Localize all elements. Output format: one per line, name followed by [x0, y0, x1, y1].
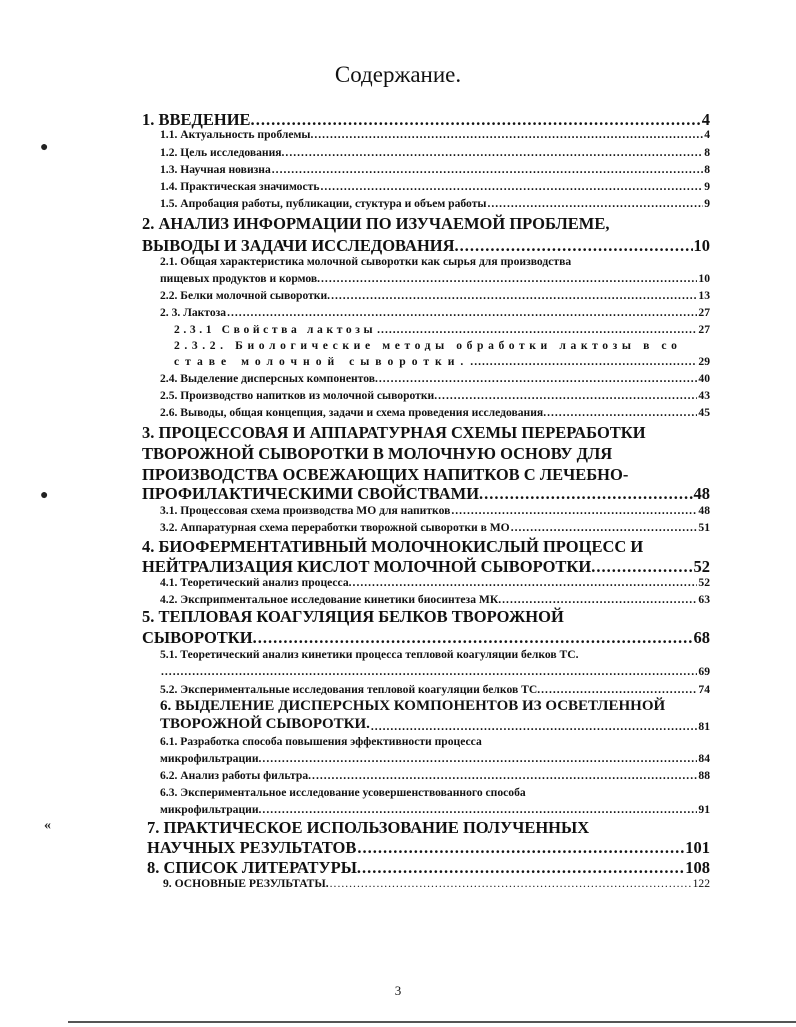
toc-entry-s9[interactable] — [163, 877, 710, 890]
toc-entry-page: 68 — [693, 628, 710, 647]
toc-entry-label: 1.3. Научная новизна — [160, 163, 271, 176]
toc-entry-page: 4 — [704, 128, 710, 141]
toc-entry-label: 1. ВВЕДЕНИЕ. — [142, 110, 255, 129]
dot-leader — [377, 323, 697, 336]
toc-entry-s1-5[interactable] — [160, 197, 710, 210]
dot-leader — [470, 355, 697, 368]
toc-entry-page: 13 — [698, 289, 710, 302]
toc-entry-page: 52 — [698, 576, 710, 589]
toc-entry-s6-1[interactable] — [160, 752, 710, 765]
toc-entry-s2-5[interactable] — [160, 389, 710, 402]
dot-leader — [256, 110, 701, 130]
toc-entry-page: 10 — [698, 272, 710, 285]
toc-heading-line: ПРОИЗВОДСТВА ОСВЕЖАЮЩИХ НАПИТКОВ С ЛЕЧЕБНО- — [142, 465, 629, 484]
toc-entry-label: 2.6. Выводы, общая концепция, задачи и схема проведения исследования. — [160, 406, 547, 419]
toc-entry-label: 2.2. Белки молочной сыворотки. — [160, 289, 331, 302]
toc-entry-s2-3[interactable] — [160, 306, 710, 319]
dot-leader — [484, 484, 692, 504]
toc-entry-page: 45 — [698, 406, 710, 419]
toc-entry-s3-2[interactable] — [160, 521, 710, 534]
toc-entry-line: 2.3.2. Биологические методы обработки лактозы в со — [174, 339, 682, 352]
dot-leader — [541, 683, 697, 696]
dot-leader — [460, 236, 693, 256]
toc-heading-line: 6. ВЫДЕЛЕНИЕ ДИСПЕРСНЫХ КОМПОНЕНТОВ ИЗ ОСВЕТЛЕННОЙ — [160, 698, 666, 714]
toc-entry-label: 2.5. Производство напитков из молочной сыворотки. — [160, 389, 438, 402]
toc-entry-s3-1[interactable] — [160, 504, 710, 517]
toc-entry-s6[interactable] — [160, 716, 710, 733]
toc-entry-page: 88 — [698, 769, 710, 782]
dot-leader — [487, 197, 703, 210]
toc-entry-label: 4.1. Теоретический анализ процесса. — [160, 576, 352, 589]
toc-entry-label: микрофильтрации. — [160, 752, 262, 765]
toc-entry-label: 1.4. Практическая значимость — [160, 180, 320, 193]
toc-entry-page: 81 — [698, 720, 710, 733]
toc-entry-s1-1[interactable] — [160, 128, 710, 141]
dot-leader — [227, 306, 697, 319]
toc-entry-label: ТВОРОЖНОЙ СЫВОРОТКИ. — [160, 716, 370, 732]
dot-leader — [596, 557, 692, 577]
dot-leader — [502, 593, 697, 606]
toc-entry-page: 48 — [693, 484, 710, 503]
dot-leader — [161, 665, 697, 678]
toc-entry-page: 63 — [698, 593, 710, 606]
dot-leader — [371, 720, 698, 733]
toc-entry-page: 29 — [698, 355, 710, 368]
toc-entry-page: 9 — [704, 197, 710, 210]
toc-entry-s4-1[interactable] — [160, 576, 710, 589]
toc-entry-s3[interactable] — [142, 484, 710, 504]
toc-entry-s7[interactable] — [147, 838, 710, 858]
margin-mark-3: « — [44, 818, 51, 833]
toc-entry-s1-4[interactable] — [160, 180, 710, 193]
toc-entry-label: ПРОФИЛАКТИЧЕСКИМИ СВОЙСТВАМИ. — [142, 484, 484, 503]
toc-entry-page: 69 — [698, 665, 710, 678]
toc-entry-s5[interactable] — [142, 628, 710, 648]
toc-entry-s5-1[interactable] — [160, 665, 710, 678]
toc-entry-line: 5.1. Теоретический анализ кинетики процесса тепловой коагуляции белков ТС. — [160, 648, 579, 661]
toc-entry-label: 2.3.1 Свойства лактозы — [174, 323, 377, 336]
toc-entry-label: 2.4. Выделение дисперсных компонентов. — [160, 372, 378, 385]
toc-entry-label: 1.1. Актуальность проблемы. — [160, 128, 314, 141]
dot-leader — [321, 272, 697, 285]
toc-entry-label: 3.1. Процессовая схема производства МО для напитков — [160, 504, 451, 517]
toc-entry-s4[interactable] — [142, 557, 710, 577]
dot-leader — [357, 838, 684, 858]
dot-leader — [379, 372, 698, 385]
toc-entry-label: НЕЙТРАЛИЗАЦИЯ КИСЛОТ МОЛОЧНОЙ СЫВОРОТКИ. — [142, 557, 596, 576]
dot-leader — [438, 389, 697, 402]
toc-entry-s6-3[interactable] — [160, 803, 710, 816]
toc-entry-page: 40 — [698, 372, 710, 385]
toc-entry-label: 2. 3. Лактоза — [160, 306, 227, 319]
toc-entry-s2[interactable] — [142, 236, 710, 256]
toc-entry-page: 108 — [685, 858, 710, 877]
toc-entry-page: 52 — [693, 557, 710, 576]
dot-leader — [331, 289, 697, 302]
toc-entry-page: 8 — [704, 163, 710, 176]
dot-leader — [258, 628, 693, 648]
toc-entry-page: 122 — [692, 877, 710, 890]
toc-entry-s2-4[interactable] — [160, 372, 710, 385]
toc-entry-page: 10 — [693, 236, 710, 255]
toc-entry-label: 3.2. Аппаратурная схема переработки творожной сыворотки в МО — [160, 521, 510, 534]
dot-leader — [330, 877, 692, 890]
toc-heading-line: ТВОРОЖНОЙ СЫВОРОТКИ В МОЛОЧНУЮ ОСНОВУ ДЛЯ — [142, 444, 613, 463]
dot-leader — [362, 858, 684, 878]
bottom-rule — [68, 1021, 796, 1023]
toc-entry-page: 4 — [701, 110, 710, 129]
toc-entry-page: 74 — [698, 683, 710, 696]
toc-entry-page: 101 — [685, 838, 710, 857]
toc-entry-page: 27 — [698, 323, 710, 336]
toc-entry-label: 1.5. Апробация работы, публикации, стуктура и объем работы — [160, 197, 487, 210]
margin-mark-2: ● — [40, 488, 49, 503]
toc-entry-page: 48 — [698, 504, 710, 517]
toc-entry-label: 5.2. Экспериментальные исследования тепловой коагуляции белков ТС. — [160, 683, 541, 696]
toc-entry-page: 8 — [704, 146, 710, 159]
dot-leader — [353, 576, 698, 589]
page-number: 3 — [394, 983, 402, 998]
toc-heading-line: 7. ПРАКТИЧЕСКОЕ ИСПОЛЬЗОВАНИЕ ПОЛУЧЕННЫХ — [147, 818, 590, 837]
toc-entry-s1-2[interactable] — [160, 146, 710, 159]
toc-heading-line: 3. ПРОЦЕССОВАЯ И АППАРАТУРНАЯ СХЕМЫ ПЕРЕРАБОТКИ — [142, 423, 646, 442]
toc-heading-line: 5. ТЕПЛОВАЯ КОАГУЛЯЦИЯ БЕЛКОВ ТВОРОЖНОЙ — [142, 607, 564, 626]
toc-entry-page: 27 — [698, 306, 710, 319]
toc-entry-label: СЫВОРОТКИ. — [142, 628, 257, 647]
toc-entry-label: 8. СПИСОК ЛИТЕРАТУРЫ. — [147, 858, 362, 877]
margin-mark-1: ● — [40, 140, 49, 155]
toc-heading-line: 4. БИОФЕРМЕНТАТИВНЫЙ МОЛОЧНОКИСЛЫЙ ПРОЦЕСС И — [142, 537, 644, 556]
toc-entry-line: 6.3. Экспериментальное исследование усовершенствованного способа — [160, 786, 526, 799]
toc-entry-label: НАУЧНЫХ РЕЗУЛЬТАТОВ — [147, 838, 357, 857]
toc-entry-line: 2.1. Общая характеристика молочной сыворотки как сырья для производства — [160, 255, 572, 268]
toc-entry-s2-3-2[interactable] — [174, 355, 710, 368]
toc-entry-s2-2[interactable] — [160, 289, 710, 302]
toc-entry-s5-2[interactable] — [160, 683, 710, 696]
toc-entry-page: 51 — [698, 521, 710, 534]
dot-leader — [285, 146, 703, 159]
toc-entry-label: 4.2. Эксприпментальное исследование кинетики биосинтеза МК. — [160, 593, 502, 606]
toc-entry-s2-3-1[interactable] — [174, 323, 710, 336]
toc-entry-page: 84 — [698, 752, 710, 765]
toc-entry-label: ВЫВОДЫ И ЗАДАЧИ ИССЛЕДОВАНИЯ. — [142, 236, 459, 255]
dot-leader — [511, 521, 698, 534]
toc-entry-s6-2[interactable] — [160, 769, 710, 782]
toc-entry-page: 91 — [698, 803, 710, 816]
toc-entry-page: 9 — [704, 180, 710, 193]
dot-leader — [314, 128, 703, 141]
toc-entry-line: 6.1. Разработка способа повышения эффективности процесса — [160, 735, 482, 748]
dot-leader — [262, 803, 697, 816]
toc-entry-label: 9. ОСНОВНЫЕ РЕЗУЛЬТАТЫ. — [163, 877, 329, 890]
page-title: Содержание. — [334, 62, 462, 87]
toc-entry-s1[interactable] — [142, 110, 710, 130]
toc-entry-s8[interactable] — [147, 858, 710, 878]
toc-entry-s2-6[interactable] — [160, 406, 710, 419]
toc-entry-s2-1[interactable] — [160, 272, 710, 285]
toc-entry-s1-3[interactable] — [160, 163, 710, 176]
toc-entry-label: ставе молочной сыворотки. — [174, 355, 470, 368]
dot-leader — [320, 180, 703, 193]
toc-entry-page: 43 — [698, 389, 710, 402]
toc-entry-label: микрофильтрации. — [160, 803, 262, 816]
toc-entry-label: пищевых продуктов и кормов. — [160, 272, 321, 285]
dot-leader — [262, 752, 697, 765]
toc-entry-label: 1.2. Цель исследования. — [160, 146, 285, 159]
dot-leader — [547, 406, 697, 419]
toc-heading-line: 2. АНАЛИЗ ИНФОРМАЦИИ ПО ИЗУЧАЕМОЙ ПРОБЛЕМЕ, — [142, 214, 610, 233]
dot-leader — [272, 163, 703, 176]
toc-entry-label: 6.2. Анализ работы фильтра. — [160, 769, 312, 782]
dot-leader — [312, 769, 697, 782]
toc-entry-s4-2[interactable] — [160, 593, 710, 606]
dot-leader — [451, 504, 697, 517]
